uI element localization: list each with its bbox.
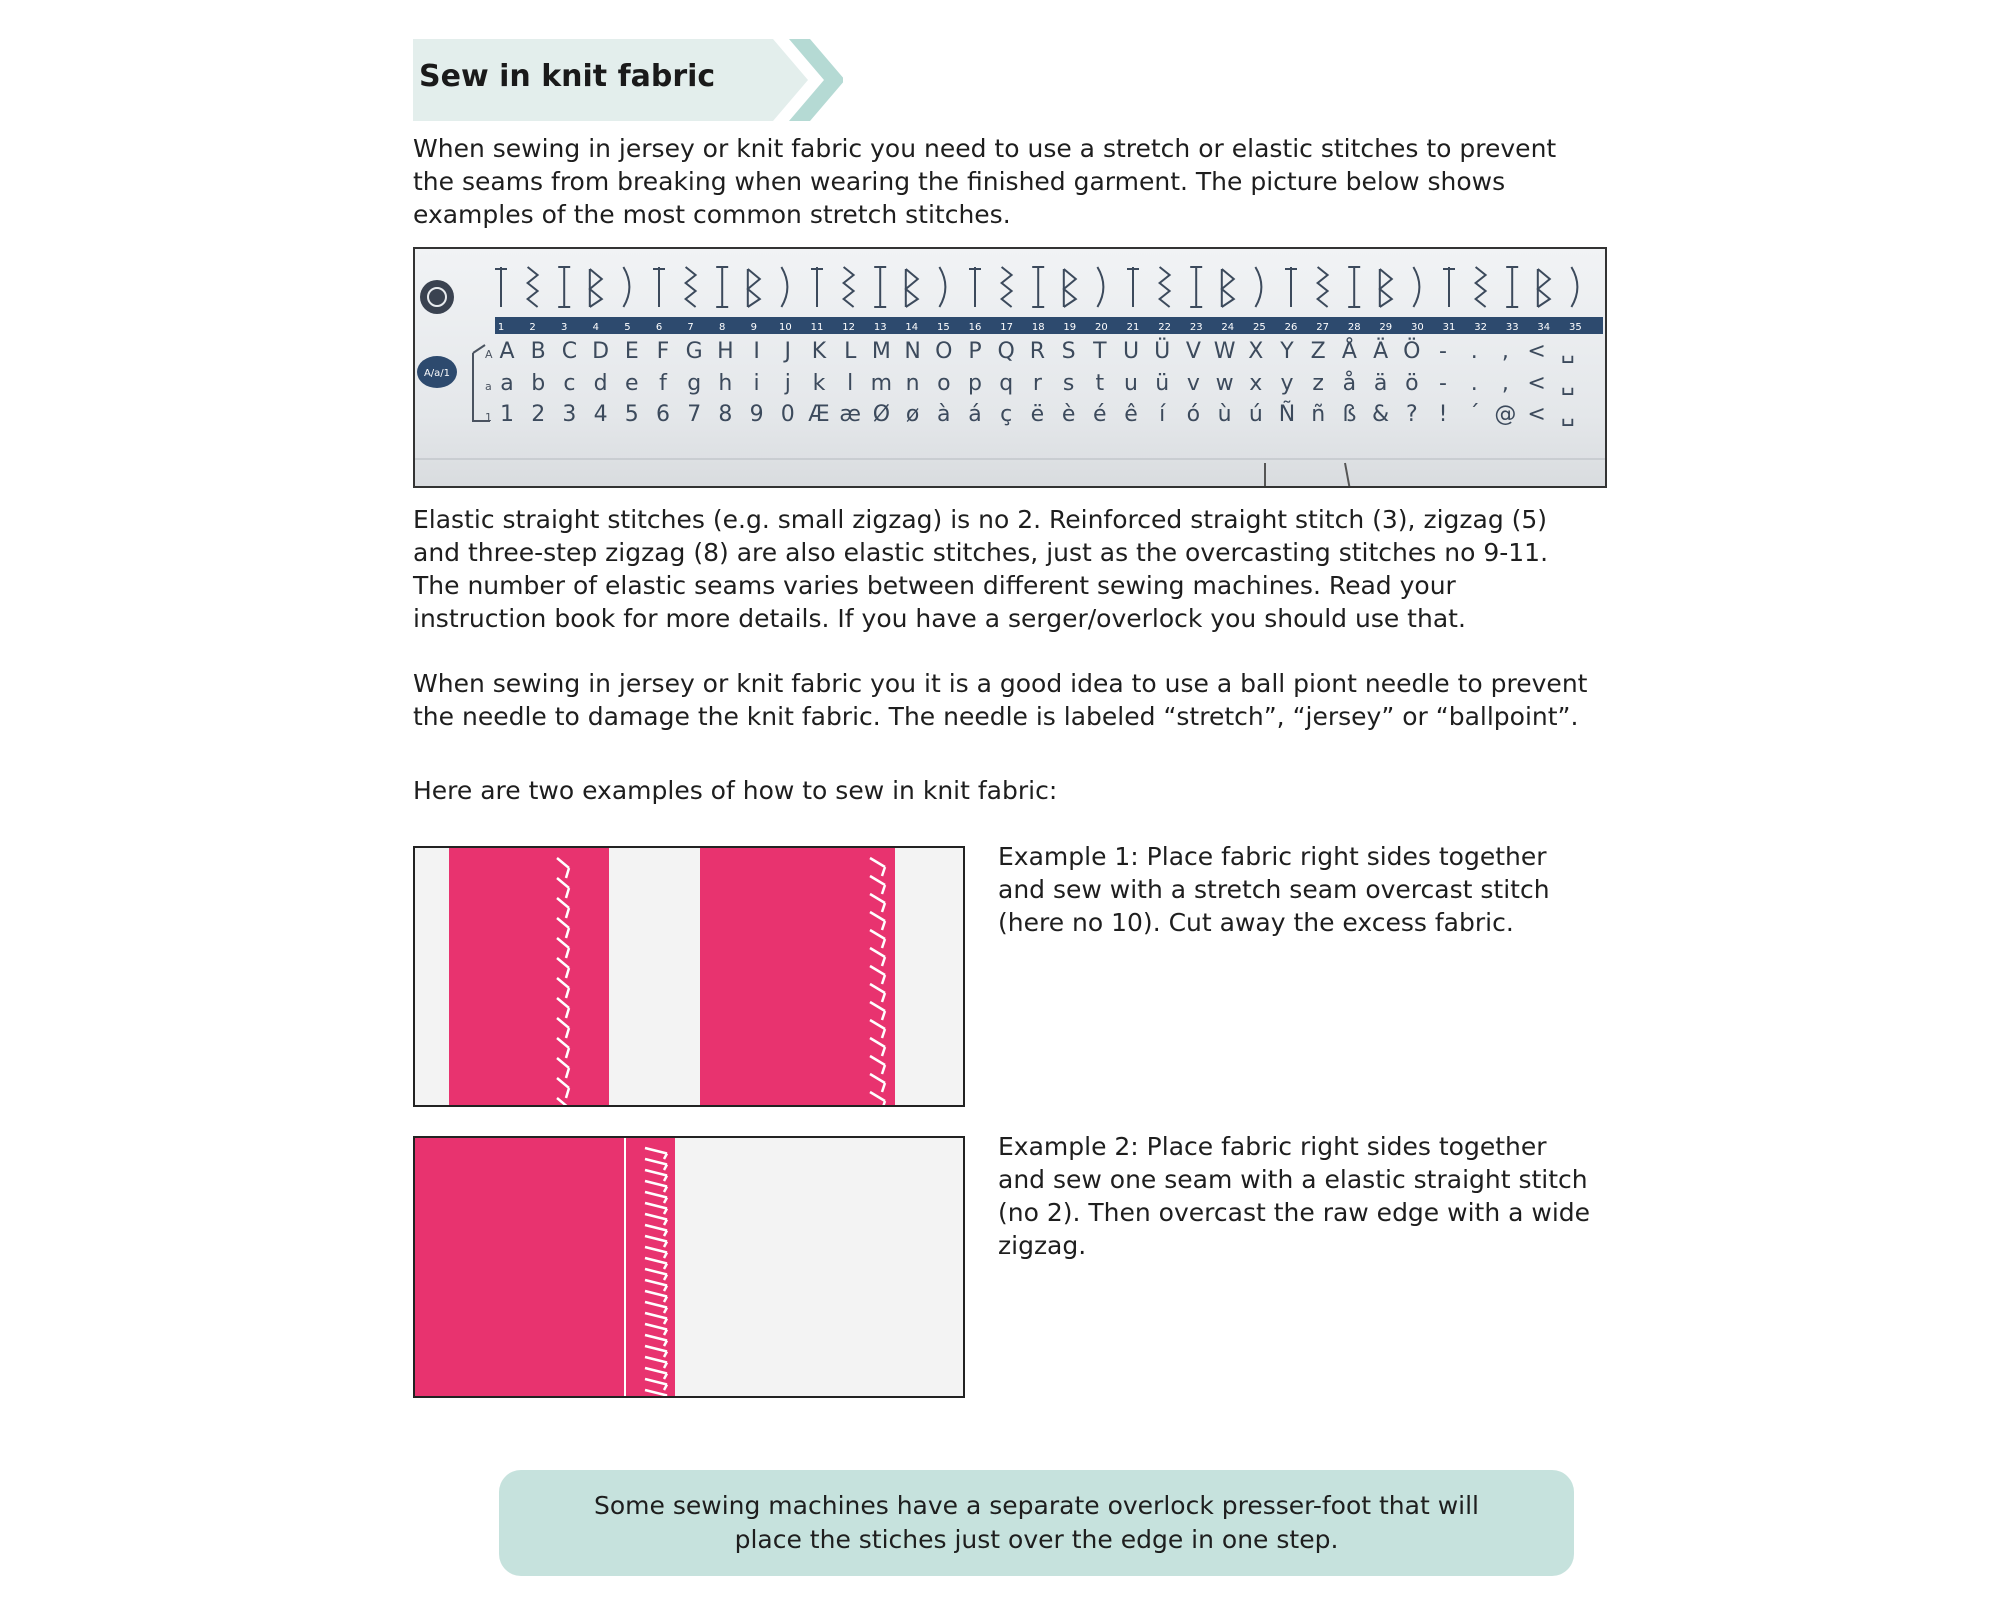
lower-case-letter: o: [937, 371, 951, 396]
lower-case-letter: q: [999, 371, 1014, 396]
stitch-symbol: [623, 267, 629, 307]
upper-case-letter: R: [1029, 339, 1046, 364]
example-2-photo: [413, 1136, 965, 1398]
lower-case-letter: x: [1249, 371, 1263, 396]
number-symbol: ñ: [1311, 402, 1326, 427]
upper-case-letter: Z: [1310, 339, 1326, 364]
upper-case-letter: X: [1248, 339, 1264, 364]
number-symbol: 4: [593, 402, 608, 427]
lower-case-letter: <: [1527, 371, 1546, 396]
lower-case-letter: t: [1095, 371, 1105, 396]
stitch-symbol: [1443, 267, 1455, 307]
lower-case-letter: w: [1215, 371, 1234, 396]
stitch-symbol: [1538, 269, 1550, 307]
lower-case-letter: f: [659, 371, 667, 396]
stitch-symbol: [653, 267, 665, 307]
upper-case-letter: ,: [1501, 339, 1509, 364]
row-marker: a: [485, 380, 492, 393]
number-symbol: ø: [905, 402, 920, 427]
stitch-number: 22: [1158, 322, 1171, 333]
stitch-symbols-row: [495, 267, 1577, 307]
stitch-symbol: [1255, 267, 1261, 307]
stitch-number: 26: [1284, 322, 1298, 333]
stitch-number: 24: [1221, 322, 1235, 333]
lower-case-letter: d: [593, 371, 608, 396]
stitch-number: 1: [497, 322, 505, 333]
upper-case-letter: A: [499, 339, 515, 364]
lower-case-letter: a: [500, 371, 514, 396]
row-marker: 1: [485, 411, 492, 424]
lower-case-letter: i: [753, 371, 760, 396]
stitch-symbol: [1506, 267, 1518, 307]
number-symbol: ß: [1342, 402, 1357, 427]
lower-case-letter: v: [1186, 371, 1200, 396]
upper-case-letter: G: [685, 339, 703, 364]
stitch-symbol: [1318, 267, 1328, 307]
stitch-symbol: [1285, 267, 1297, 307]
upper-case-letter: -: [1439, 339, 1447, 364]
stitch-symbol: [1190, 267, 1202, 307]
upper-case-letter: J: [784, 339, 792, 364]
stitch-number: 33: [1505, 322, 1519, 333]
stitch-symbol: [1380, 269, 1392, 307]
elastic-stitches-paragraph: Elastic straight stitches (e.g. small zigzag) is no 2. Reinforced straight stitch (3), zigzag (5) and three-step zigzag (8) are also elastic stitches, just as the overcasting stitches no 9-11. The number of elastic seams varies between different sewing machines. Read your instruction book for more details. If you have a serger/overlock you should use that.: [413, 505, 1549, 633]
stitch-number: 14: [905, 322, 919, 333]
lower-case-letter: ␣: [1560, 371, 1575, 396]
row-marker: A: [485, 348, 493, 361]
upper-case-letter: T: [1093, 339, 1107, 364]
number-symbol: ␣: [1560, 402, 1575, 427]
stitch-symbol: [590, 269, 602, 307]
tip-text: Some sewing machines have a separate overlock presser-foot that will place the stiches just over the edge in one step.: [594, 1491, 1479, 1554]
example-2-caption: Example 2: Place fabric right sides together and sew one seam with a elastic straight stitch (no 2). Then overcast the raw edge with a wide zigzag.: [998, 1132, 1591, 1260]
stitch-symbol: [748, 269, 760, 307]
lower-case-letter: j: [784, 371, 791, 396]
number-symbol: 8: [718, 402, 733, 427]
lower-case-letter: c: [563, 371, 576, 396]
upper-case-letter: Q: [997, 339, 1015, 364]
lower-case-letter: å: [1342, 371, 1357, 396]
lower-case-letter: l: [847, 371, 854, 396]
upper-case-letter: V: [1185, 339, 1201, 364]
lower-case-letter: k: [812, 371, 826, 396]
stitch-number: 27: [1316, 322, 1329, 333]
upper-case-letter: Ä: [1373, 339, 1389, 364]
stitch-panel-graphic: [415, 249, 1607, 488]
stitch-number: 7: [687, 322, 694, 333]
stitch-symbol: [1160, 267, 1170, 307]
upper-case-letter: Ü: [1154, 339, 1171, 364]
number-symbol: Æ: [808, 402, 830, 427]
stitch-symbol: [906, 269, 918, 307]
number-symbol: ç: [1000, 402, 1013, 427]
intro-paragraph: When sewing in jersey or knit fabric you need to use a stretch or elastic stitches to prevent the seams from breaking when wearing the finished garment. The picture below shows examples of the most common stretch stitches.: [413, 134, 1557, 229]
number-symbol: Ñ: [1278, 402, 1296, 427]
stitch-symbol: [1571, 267, 1577, 307]
number-symbol: ó: [1186, 402, 1201, 427]
stitch-number: 30: [1411, 322, 1424, 333]
number-symbol: 2: [531, 402, 546, 427]
lower-case-letter: y: [1280, 371, 1294, 396]
number-symbol: 9: [749, 402, 764, 427]
number-symbol: è: [1061, 402, 1076, 427]
stitch-symbol: [716, 267, 728, 307]
number-symbol: ë: [1030, 402, 1045, 427]
upper-case-letter: Y: [1280, 339, 1294, 364]
upper-case-letter: D: [592, 339, 610, 364]
number-symbol: 7: [687, 402, 702, 427]
stitch-symbol: [874, 267, 886, 307]
number-symbol: ´: [1468, 402, 1480, 427]
example-1-photo: [413, 846, 965, 1107]
lower-case-letter: n: [905, 371, 920, 396]
upper-case-letter: K: [811, 339, 827, 364]
lower-case-letter: e: [625, 371, 639, 396]
number-symbol: á: [968, 402, 982, 427]
lower-case-letter: ö: [1405, 371, 1419, 396]
stitch-symbol: [1097, 267, 1103, 307]
upper-case-letter: I: [753, 339, 760, 364]
stitch-symbol: [969, 267, 981, 307]
lower-case-letter: ,: [1501, 371, 1509, 396]
number-symbol: 0: [780, 402, 795, 427]
stitch-symbol: [1348, 267, 1360, 307]
lower-case-letter: p: [968, 371, 982, 396]
stitch-number: 29: [1379, 322, 1393, 333]
upper-case-letter: E: [624, 339, 639, 364]
number-symbol: @: [1494, 402, 1517, 427]
lower-case-letter: ä: [1373, 371, 1388, 396]
lower-case-letter: ü: [1155, 371, 1170, 396]
upper-case-letter: W: [1213, 339, 1236, 364]
lower-case-letter: r: [1032, 371, 1042, 396]
stitch-number: 32: [1474, 322, 1487, 333]
stitch-number: 15: [937, 322, 950, 333]
example-1-caption: Example 1: Place fabric right sides together and sew with a stretch seam overcast stitch (here no 10). Cut away the excess fabric.: [998, 842, 1550, 937]
stitch-symbol: [1127, 267, 1139, 307]
upper-case-letter: F: [656, 339, 670, 364]
number-symbol: Ø: [872, 402, 891, 427]
stitch-number: 4: [592, 322, 599, 333]
number-symbol: <: [1527, 402, 1546, 427]
upper-case-letter: M: [871, 339, 891, 364]
upper-case-letter: H: [717, 339, 734, 364]
stitch-symbol: [686, 267, 696, 307]
stitch-number: 8: [719, 322, 726, 333]
stitch-number: 16: [968, 322, 982, 333]
number-symbol: ù: [1217, 402, 1232, 427]
upper-case-letter: Å: [1341, 339, 1357, 364]
number-symbol: 6: [656, 402, 670, 427]
stitch-number: 3: [561, 322, 568, 333]
stitch-number: 34: [1537, 322, 1551, 333]
upper-case-letter: <: [1527, 339, 1546, 364]
machine-logo-icon: [420, 280, 454, 314]
upper-case-letter: Ö: [1403, 339, 1421, 364]
panel-seam: [1345, 463, 1350, 488]
stitch-symbol: [1002, 267, 1012, 307]
heading-banner: [413, 39, 843, 121]
stitch-symbol: [811, 267, 823, 307]
stitch-number: 28: [1347, 322, 1361, 333]
stitch-number: 2: [529, 322, 536, 333]
upper-case-letter: O: [935, 339, 953, 364]
stitch-number: 13: [873, 322, 887, 333]
upper-case-letter: N: [904, 339, 921, 364]
upper-case-letter: L: [844, 339, 857, 364]
stitch-panel-photo: [413, 247, 1607, 488]
number-symbol: æ: [839, 402, 862, 427]
stitch-symbol: [939, 267, 945, 307]
stitch-symbol: [1064, 269, 1076, 307]
stitch-symbol: [528, 267, 538, 307]
upper-case-letter: B: [530, 339, 546, 364]
number-symbol: ê: [1124, 402, 1138, 427]
stitch-number: 18: [1031, 322, 1045, 333]
upper-case-letter: U: [1122, 339, 1140, 364]
stitch-number: 12: [842, 322, 855, 333]
stitch-number: 20: [1095, 322, 1108, 333]
stitch-number: 19: [1063, 322, 1077, 333]
stitch-number: 31: [1442, 322, 1456, 333]
stitch-number: 9: [750, 322, 757, 333]
lower-case-letter: s: [1062, 371, 1075, 396]
stitch-number: 17: [1000, 322, 1013, 333]
upper-case-letter: S: [1061, 339, 1076, 364]
needle-paragraph: When sewing in jersey or knit fabric you it is a good idea to use a ball piont needle to prevent the needle to damage the knit fabric. The needle is labeled “stretch”, “jersey” or “ballpoint”.: [413, 669, 1588, 731]
upper-case-letter: P: [968, 339, 982, 364]
number-symbol: à: [937, 402, 951, 427]
stitch-symbol: [1476, 267, 1486, 307]
stitch-number: 25: [1253, 322, 1266, 333]
tip-box: [499, 1470, 1574, 1576]
number-symbol: &: [1372, 402, 1390, 427]
lower-case-letter: g: [687, 371, 702, 396]
stitch-symbol: [1413, 267, 1419, 307]
stitch-number: 23: [1189, 322, 1203, 333]
upper-case-letter: C: [561, 339, 578, 364]
mode-badge-label: A/a/1: [423, 368, 451, 379]
number-symbol: !: [1438, 402, 1448, 427]
lower-case-letter: u: [1124, 371, 1138, 396]
lower-case-letter: h: [718, 371, 733, 396]
number-symbol: ?: [1405, 402, 1418, 427]
stitch-symbol: [558, 267, 570, 307]
lower-case-letter: -: [1439, 371, 1447, 396]
stitch-number: 6: [655, 322, 663, 333]
number-symbol: 5: [624, 402, 639, 427]
lower-case-letter: m: [870, 371, 893, 396]
lower-case-letter: b: [531, 371, 546, 396]
upper-case-letter: .: [1470, 339, 1478, 364]
upper-case-letter: ␣: [1560, 339, 1575, 364]
number-symbol: é: [1093, 402, 1107, 427]
examples-intro: Here are two examples of how to sew in knit fabric:: [413, 776, 1058, 805]
number-symbol: 3: [562, 402, 577, 427]
stitch-symbol: [495, 267, 507, 307]
number-symbol: ú: [1248, 402, 1263, 427]
stitch-symbol: [1222, 269, 1234, 307]
stitch-number: 11: [810, 322, 824, 333]
number-symbol: í: [1159, 402, 1166, 427]
stitch-symbol: [781, 267, 787, 307]
stitch-number: 5: [624, 322, 631, 333]
stitch-symbol: [844, 267, 854, 307]
stitch-number: 10: [779, 322, 792, 333]
lower-case-letter: .: [1470, 371, 1478, 396]
stitch-number: 21: [1126, 322, 1140, 333]
stitch-number: 35: [1569, 322, 1582, 333]
stitch-symbol: [1032, 267, 1044, 307]
page-title: Sew in knit fabric: [419, 59, 716, 94]
lower-case-letter: z: [1312, 371, 1324, 396]
number-symbol: 1: [500, 402, 514, 427]
